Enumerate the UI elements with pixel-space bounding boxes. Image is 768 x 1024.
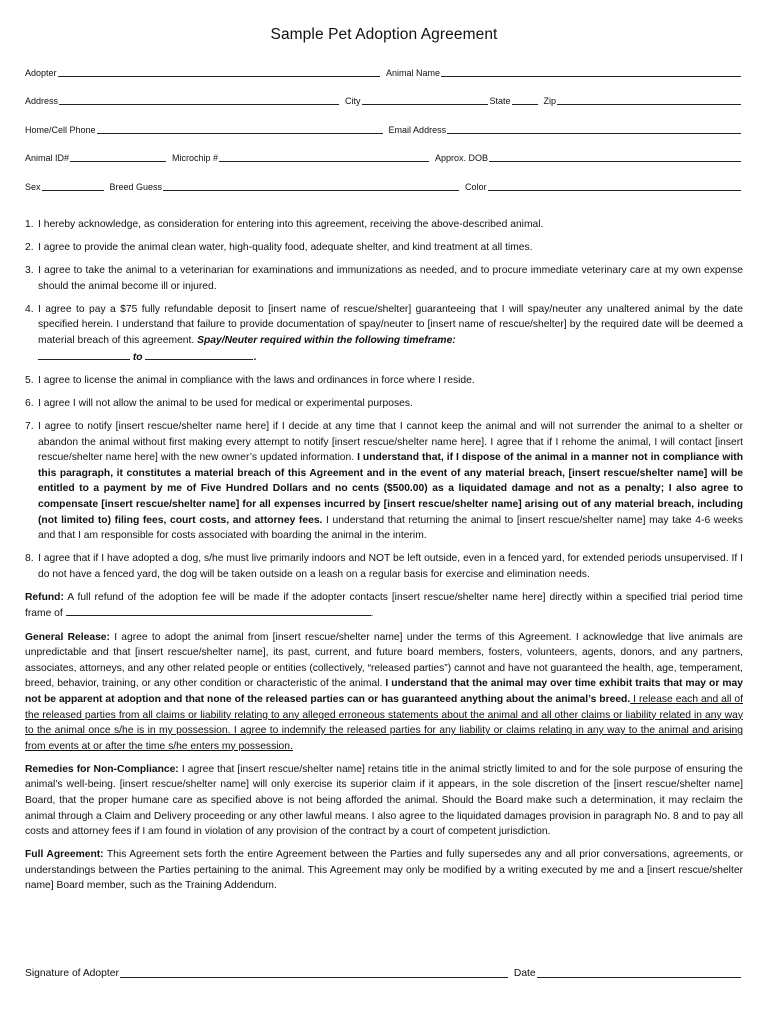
field-row-animal-id bbox=[25, 151, 743, 163]
phone-label: Home/Cell Phone bbox=[25, 125, 96, 135]
field-row-address bbox=[25, 94, 743, 106]
clause-number: 8. bbox=[25, 553, 34, 565]
clause-8 bbox=[25, 551, 743, 582]
adopter-field[interactable] bbox=[58, 67, 380, 77]
dob-field[interactable] bbox=[489, 152, 741, 162]
trial-period-field[interactable] bbox=[66, 605, 371, 616]
email-field[interactable] bbox=[447, 124, 741, 134]
dob-label: Approx. DOB bbox=[435, 153, 489, 163]
clause-text: I agree to license the animal in compliance with the laws and ordinances in force where I reside. bbox=[38, 374, 475, 386]
clause-text: I agree I will not allow the animal to be used for medical or experimental purposes. bbox=[38, 397, 413, 409]
signature-row bbox=[25, 965, 743, 979]
adopter-label: Adopter bbox=[25, 68, 57, 78]
clause-text: I hereby acknowledge, as consideration for entering into this agreement, receiving the above-described animal. bbox=[38, 219, 544, 230]
clause-3 bbox=[25, 263, 743, 294]
clause-4 bbox=[25, 302, 743, 365]
animal-name-field[interactable] bbox=[441, 67, 741, 77]
field-row-sex bbox=[25, 180, 743, 192]
clause-number: 7. bbox=[25, 420, 34, 432]
clause-number: 5. bbox=[25, 374, 34, 386]
city-field[interactable] bbox=[362, 95, 488, 105]
address-field[interactable] bbox=[59, 95, 339, 105]
clause-number: 6. bbox=[25, 397, 34, 409]
address-label: Address bbox=[25, 96, 59, 106]
date-label: Date bbox=[513, 968, 536, 979]
clause-text: I agree to take the animal to a veterinarian for examinations and immunizations as needed, and to procure immediate veterinary care at my own expense should the animal become ill or injured. bbox=[38, 265, 743, 292]
color-label: Color bbox=[465, 182, 487, 192]
timeframe-to: to bbox=[132, 351, 143, 363]
clause-text: I agree that if I have adopted a dog, s/he must live primarily indoors and NOT be left outside, even in a fenced yard, for extended periods unsupervised. If I do not have a fenced yard, the dog will be taken outside on a leash on a regular basis for exercise and elimination needs. bbox=[38, 553, 743, 580]
agreement-body bbox=[25, 217, 743, 902]
remedies-heading: Remedies for Non-Compliance: bbox=[25, 763, 179, 775]
general-release-heading: General Release: bbox=[25, 631, 110, 643]
sex-label: Sex bbox=[25, 182, 41, 192]
signature-label: Signature of Adopter bbox=[25, 968, 119, 979]
animal-id-label: Animal ID# bbox=[25, 153, 70, 163]
microchip-field[interactable] bbox=[219, 152, 429, 162]
breed-label: Breed Guess bbox=[109, 182, 163, 192]
breed-field[interactable] bbox=[163, 181, 459, 191]
clause-text: I agree to pay a $75 fully refundable deposit to [insert name of rescue/shelter] guaranteeing that I will spay/neuter any unaltered animal by the date specified herein. I understand that failure to provide documentation of spay/neuter to [insert name of rescue/shelter] by the required date will be deemed a material breach of this agreement. Spay/Neuter required within the following timeframe: to . bbox=[38, 303, 743, 363]
clause-number: 3. bbox=[25, 265, 34, 277]
sex-field[interactable] bbox=[42, 181, 104, 191]
full-agreement-heading: Full Agreement: bbox=[25, 849, 104, 861]
zip-label: Zip bbox=[543, 96, 557, 106]
phone-field[interactable] bbox=[97, 124, 383, 134]
color-field[interactable] bbox=[488, 181, 741, 191]
clause-6 bbox=[25, 396, 743, 412]
breach-clause: I understand that, if I dispose of the animal in a manner not in compliance with this paragraph, it constitutes a material breach of this Agreement and in the event of any material breach, [insert rescue/shelter name] will be entitled to a payment by me of Five Hundred Dollars and no cents ($500.00) as a liquidated damage and not as a penalty; I also agree to compensate [insert rescue/shelter name] for all expenses incurred by [insert rescue/shelter name] arising out of any material breach, including (not limited to) filing fees, court costs, and attorney fees. bbox=[38, 452, 743, 526]
signature-field[interactable] bbox=[120, 966, 508, 978]
clause-number: 1. bbox=[25, 219, 34, 230]
spay-neuter-timeframe-label: Spay/Neuter required within the following timeframe: bbox=[197, 335, 456, 347]
animal-id-field[interactable] bbox=[70, 152, 166, 162]
zip-field[interactable] bbox=[557, 95, 741, 105]
field-row-phone bbox=[25, 123, 743, 135]
clause-text: I agree to provide the animal clean water, high-quality food, adequate shelter, and kind treatment at all times. bbox=[38, 242, 533, 254]
animal-name-label: Animal Name bbox=[385, 68, 440, 78]
field-row-adopter bbox=[25, 66, 743, 78]
clause-1 bbox=[25, 217, 743, 233]
timeframe-start-field[interactable] bbox=[38, 349, 130, 360]
clause-number: 4. bbox=[25, 303, 34, 315]
page-title: Sample Pet Adoption Agreement bbox=[270, 26, 498, 43]
refund-heading: Refund: bbox=[25, 591, 64, 603]
clause-5 bbox=[25, 373, 743, 389]
clause-number: 2. bbox=[25, 242, 34, 254]
timeframe-end-field[interactable] bbox=[145, 349, 253, 360]
email-label: Email Address bbox=[388, 125, 447, 135]
refund-section: Refund: A full refund of the adoption fee will be made if the adopter contacts [insert rescue/shelter name here] directly within a specified trial period time frame of . bbox=[25, 591, 743, 620]
remedies-section: Remedies for Non-Compliance: I agree that [insert rescue/shelter name] retains title in the animal strictly limited to and for the sole purpose of ensuring the animal’s well-being. [insert rescue/shelter name] will only exercise its superior claim if it appears, in the sole discretion of the [insert rescue/shelter name] Board, that the proper humane care as specified above is not being afforded the animal. Should the Board make such a determination, it may reclaim the animal through a Claim and Delivery proceeding or any other lawful means. I also agree to the liquidated damages provision in paragraph No. 8 and to pay all costs and attorney fees if I am found in violation of any provision of the contract by a court of competent jurisdiction. bbox=[25, 763, 743, 838]
state-label: State bbox=[489, 96, 511, 106]
general-release-section: General Release: I agree to adopt the animal from [insert rescue/shelter name] under the terms of this Agreement. I acknowledge that live animals are unpredictable and that [insert rescue/shelter name], its past, current, and future board members, fosters, volunteers, agents, donors, and any partners, associates, attorneys, and any other related people or entities (collectively, “released parties”) cannot and have not guaranteed the health, age, temperament, breed, behavior, training, or any other condition or characteristic of the animal. I understand that the animal may over time exhibit traits that may or may not be apparent at adoption and that none of the released parties can or has guaranteed anything about the animal’s breed. I release each and all of the released parties from all claims or liability relating to any alleged erroneous statements about the animal and all other claims or liability related in any way to the animal once s/he is in my possession. I agree to indemnify the released parties for any liability or claims relating in any way to the animal and arising from events at or after the time s/he enters my possession. bbox=[25, 631, 743, 752]
date-field[interactable] bbox=[537, 966, 741, 978]
state-field[interactable] bbox=[512, 95, 538, 105]
microchip-label: Microchip # bbox=[172, 153, 219, 163]
clause-2 bbox=[25, 240, 743, 256]
full-agreement-section: Full Agreement: This Agreement sets forth the entire Agreement between the Parties and fully supersedes any and all prior conversations, agreements, or understandings between the Parties pertaining to the animal. This Agreement may only be modified by a writing executed by me and a [insert rescue/shelter name] Board member, such as the Training Addendum. bbox=[25, 849, 743, 892]
clause-7 bbox=[25, 419, 743, 544]
city-label: City bbox=[345, 96, 361, 106]
clause-text: I agree to notify [insert rescue/shelter name here] if I decide at any time that I cannot keep the animal and will not surrender the animal to a shelter or abandon the animal without first making every attempt to notify [insert rescue/shelter name here]. I agree that if I rehome the animal, I will contact [insert rescue/shelter name here] with the new owner’s updated information. I understand that, if I dispose of the animal in a manner not in compliance with this paragraph, it constitutes a material breach of this Agreement and in the event of any material breach, [insert rescue/shelter name] will be entitled to a payment by me of Five Hundred Dollars and no cents ($500.00) as a liquidated damage and not as a penalty; I also agree to compensate [insert rescue/shelter name] for all expenses incurred by [insert rescue/shelter name] arising out of any material breach, including (not limited to) filing fees, court costs, and attorney fees. I understand that returning the animal to [insert rescue/shelter name] may take 4-6 weeks and that I am responsible for costs associated with boarding the animal in the interim. bbox=[38, 420, 743, 542]
